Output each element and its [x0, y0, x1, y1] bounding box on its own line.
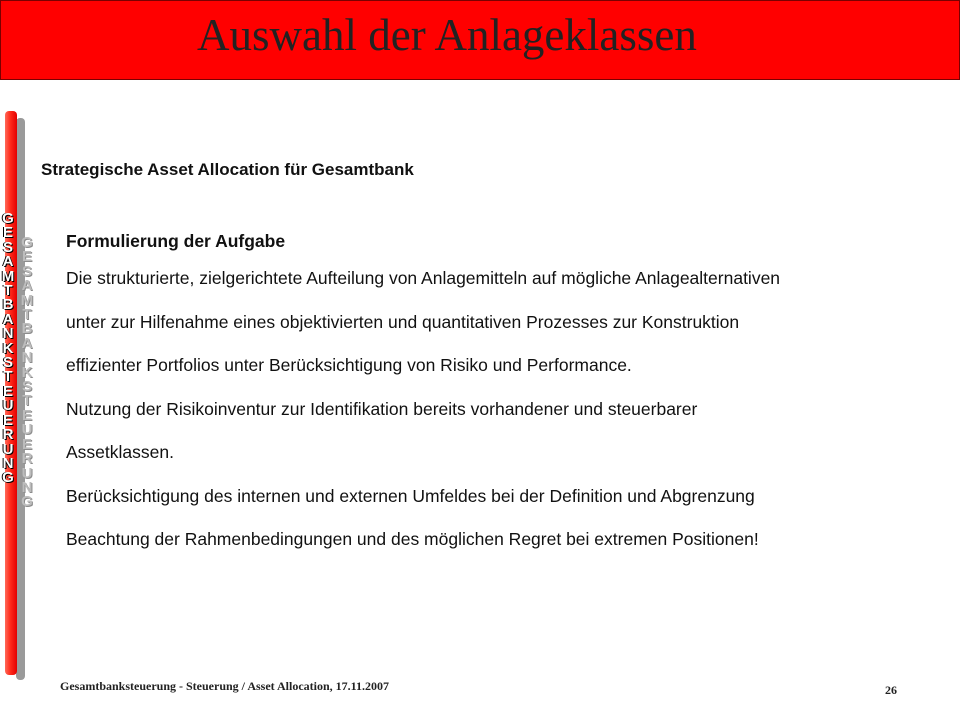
content-heading: Formulierung der Aufgabe: [66, 231, 286, 251]
content-line: unter zur Hilfenahme eines objektivierten und quantitativen Prozesses zur Konstruktion: [66, 311, 740, 332]
content-line: Die strukturierte, zielgerichtete Aufteilung von Anlagemitteln auf mögliche Anlagealternativen: [66, 268, 781, 288]
content-line: effizienter Portfolios unter Berücksichtigung von Risiko und Performance.: [66, 355, 632, 375]
content-line: Berücksichtigung des internen und externen Umfeldes bei der Definition und Abgrenzung: [66, 485, 755, 506]
title-bar: [0, 0, 960, 80]
side-label: G E S A M T B A N K S T E U E R U N G: [1, 210, 15, 487]
content-line: Nutzung der Risikoinventur zur Identifikation bereits vorhandener und steuerbarer: [66, 398, 698, 419]
slide-subtitle: Strategische Asset Allocation für Gesamtbank: [41, 160, 414, 179]
content-block: [66, 230, 946, 572]
slide-title: Auswahl der Anlageklassen: [197, 10, 697, 60]
content-line: Assetklassen.: [66, 442, 174, 462]
page-number: 26: [885, 683, 897, 697]
content-line: Beachtung der Rahmenbedingungen und des möglichen Regret bei extremen Positionen!: [66, 529, 759, 549]
side-label-shadow: G E S A M T B A N K S T E U E R U N G: [20, 234, 34, 511]
footer-text: Gesamtbanksteuerung - Steuerung / Asset Allocation, 17.11.2007: [60, 679, 390, 693]
